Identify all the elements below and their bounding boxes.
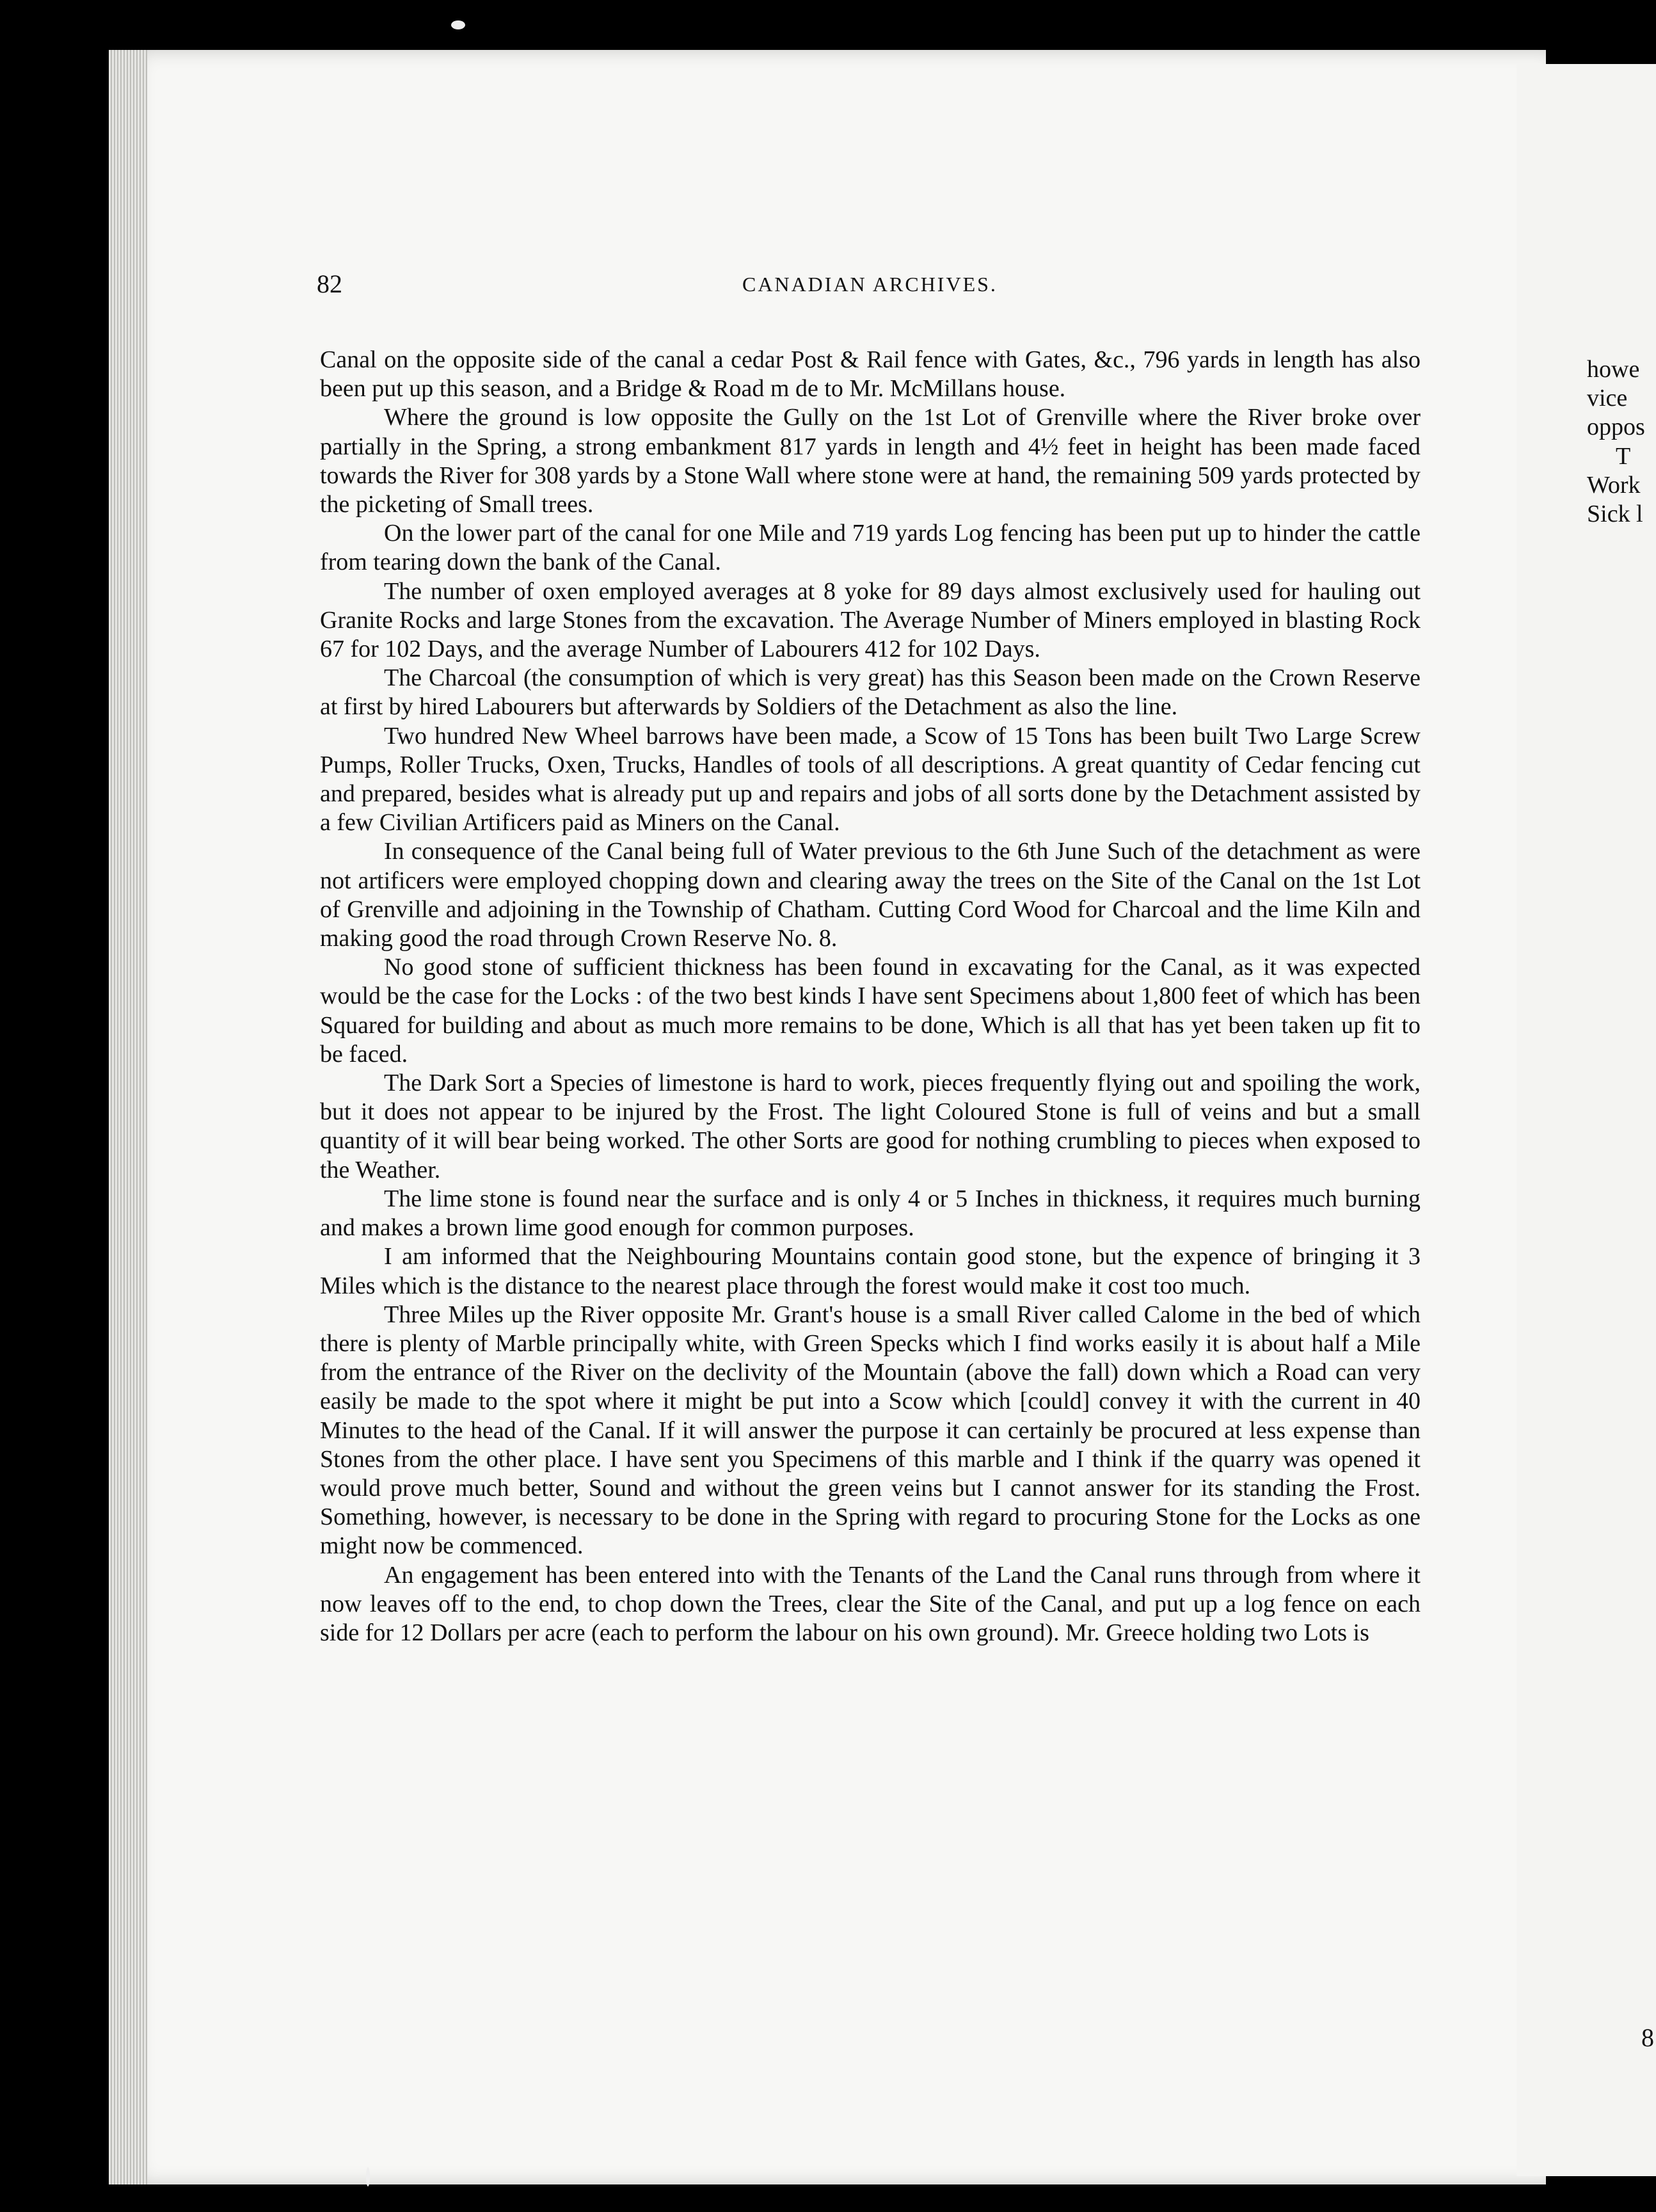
paragraph: Canal on the opposite side of the canal a cedar Post & Rail fence with Gates, &c., 796 yards in length has also been put up this season, and a Bridge & Road m de to Mr. McMillans house.	[320, 346, 1421, 403]
dust-speck	[451, 20, 465, 29]
paragraph: Where the ground is low opposite the Gully on the 1st Lot of Grenville where the River broke over partially in the Spring, a strong embankment 817 yards in length and 4½ feet in height has been made faced towards the River for 308 yards by a Stone Wall where stone were at hand, the remaining 509 yards protected by the picketing of Small trees.	[320, 404, 1421, 518]
paragraph: I am informed that the Neighbouring Mountains contain good stone, but the expence of bringing it 3 Miles which is the distance to the nearest place through the forest would make it cost too much.	[320, 1243, 1421, 1299]
fragment-line: howe	[1587, 356, 1640, 383]
paragraph: The lime stone is found near the surface and is only 4 or 5 Inches in thickness, it requires much burning and makes a brown lime good enough for common purposes.	[320, 1185, 1421, 1242]
fragment-line: Work	[1587, 471, 1641, 499]
paragraph: The Dark Sort a Species of limestone is hard to work, pieces frequently flying out and spoiling the work, but it does not appear to be injured by the Frost. The light Coloured Stone is full of veins and but a small quantity of it will bear being worked. The other Sorts are good for nothing crumbling to pieces when exposed to the Weather.	[320, 1070, 1421, 1183]
fragment-line: oppos	[1587, 413, 1645, 441]
paragraph: In consequence of the Canal being full of Water previous to the 6th June Such of the detachment as were not artificers were employed chopping down and clearing away the trees on the Site of the Canal on the 1st Lot of Grenville and adjoining in the Township of Chatham. Cutting Cord Wood for Charcoal and the lime Kiln and making good the road through Crown Reserve No. 8.	[320, 838, 1421, 952]
paragraph: Three Miles up the River opposite Mr. Grant's house is a small River called Calome in the bed of which there is plenty of Marble principally white, with Green Specks which I find works easily it is about half a Mile from the entrance of the River on the declivity of the Mountain (above the fall) down which a Road can very easily be made to the spot where it might be put into a Scow which [could] convey it with the current in 40 Minutes to the head of the Canal. If it will answer the purpose it can certainly be procured at less expense than Stones from the other place. I have sent you Specimens of this marble and I think if the quarry was opened it would prove much better, Sound and without the green veins but I cannot answer for its standing the Frost. Something, however, is necessary to be done in the Spring with regard to procuring Stone for the Locks as one might now be commenced.	[320, 1301, 1421, 1560]
fragment-line: vice	[1587, 385, 1628, 412]
running-head: CANADIAN ARCHIVES.	[742, 273, 998, 296]
fragment-line: T	[1616, 442, 1631, 470]
facing-page-text	[1587, 355, 1656, 529]
dust-speck	[366, 2167, 370, 2186]
paragraph: Two hundred New Wheel barrows have been made, a Scow of 15 Tons has been built Two Large Screw Pumps, Roller Trucks, Oxen, Trucks, Handles of tools of all descriptions. A great quantity of Cedar fencing cut and prepared, besides what is already put up and repairs and jobs of all sorts done by the Detachment assisted by a few Civilian Artificers paid as Miners on the Canal.	[320, 722, 1421, 837]
page-edges	[109, 50, 147, 2184]
fragment-line: Sick l	[1587, 501, 1643, 528]
paragraph: On the lower part of the canal for one Mile and 719 yards Log fencing has been put up to hinder the cattle from tearing down the bank of the Canal.	[320, 520, 1421, 576]
page-header	[317, 269, 1430, 307]
paragraph: An engagement has been entered into with the Tenants of the Land the Canal runs through from where it now leaves off to the end, to chop down the Trees, clear the Site of the Canal, and put up a log fence on each side for 12 Dollars per acre (each to perform the labour on his own ground). Mr. Greece holding two Lots is	[320, 1561, 1421, 1646]
page-number: 82	[317, 269, 342, 298]
body-text	[320, 346, 1421, 1647]
paragraph: The Charcoal (the consumption of which is very great) has this Season been made on the Crown Reserve at first by hired Labourers but afterwards by Soldiers of the Detachment as also the line.	[320, 664, 1421, 721]
paragraph: No good stone of sufficient thickness has been found in excavating for the Canal, as it was expected would be the case for the Locks : of the two best kinds I have sent Specimens about 1,800 feet of which has been Squared for building and about as much more remains to be done, Which is all that has yet been taken up fit to be faced.	[320, 954, 1421, 1068]
facing-page-number: 8	[1641, 2023, 1654, 2052]
paragraph: The number of oxen employed averages at 8 yoke for 89 days almost exclusively used for hauling out Granite Rocks and large Stones from the excavation. The Average Number of Miners employed in blasting Rock 67 for 102 Days, and the average Number of Labourers 412 for 102 Days.	[320, 577, 1421, 663]
